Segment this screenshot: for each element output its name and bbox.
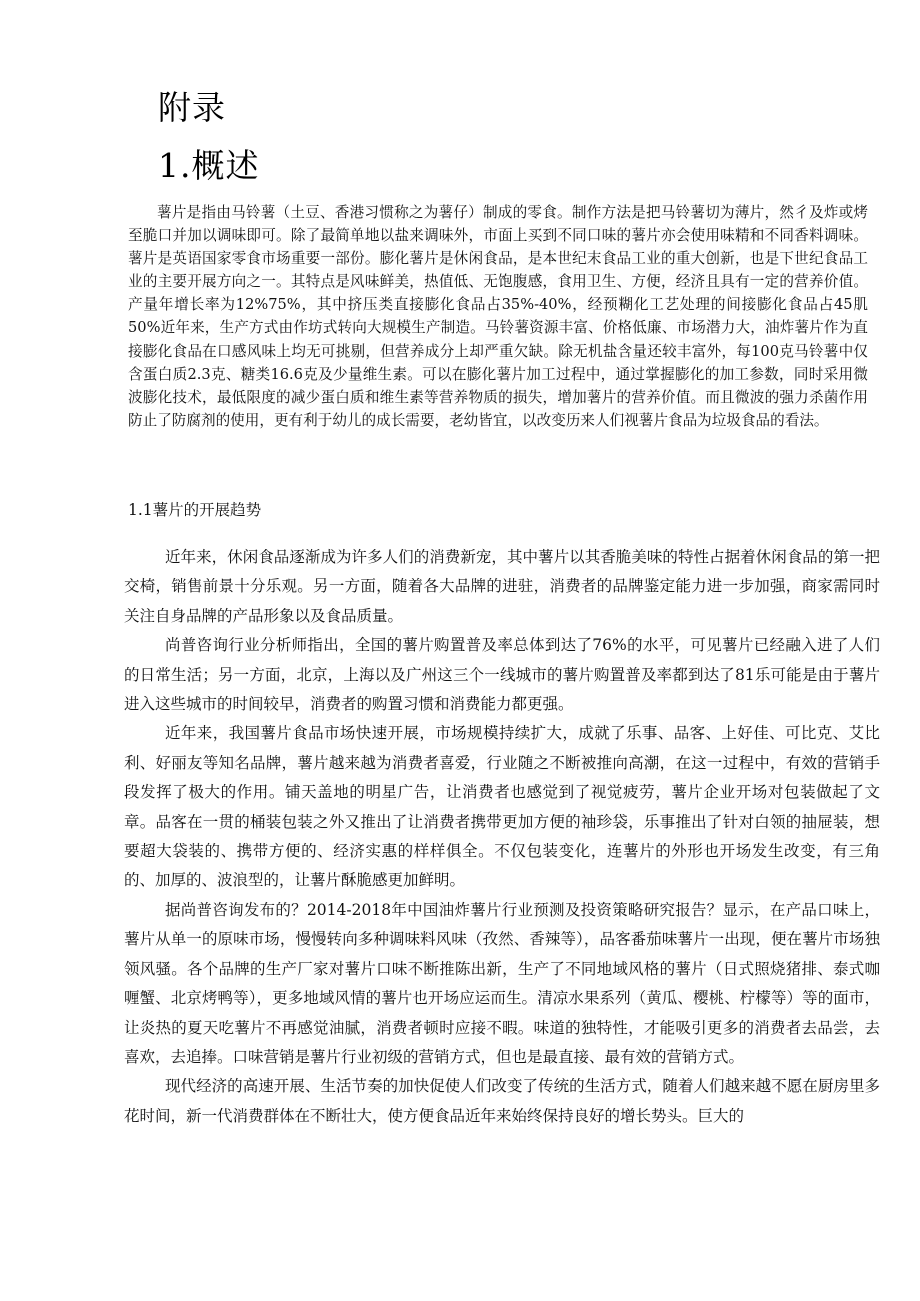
body-paragraph: 现代经济的高速开展、生活节奏的加快促使人们改变了传统的生活方式，随着人们越来越不愿在厨房里多花时间，新一代消费群体在不断壮大，使方便食品近年来始终保持良好的增长势头。巨大的: [124, 1077, 880, 1125]
subsection-heading-trends: 1.1薯片的开展趋势: [128, 501, 262, 519]
intro-paragraph: 薯片是指由马铃薯（土豆、香港习惯称之为薯仔）制成的零食。制作方法是把马铃薯切为薄片，然彳及炸或烤至脆口并加以调味即可。除了最简单地以盐来调味外，市面上买到不同口味的薯片亦会使用味精和不同香料调味。薯片是英语国家零食市场重要一部份。膨化薯片是休闲食品，是本世纪末食品工业的重大创新，也是下世纪食品工业的主要开展方向之一。其特点是风味鲜美，热值低、无饱腹感，食用卫生、方便，经济且具有一定的营养价值。产量年增长率为12%75%，其中挤压类直接膨化食品占35%-40%，经预糊化工艺处理的间接膨化食品占45肌50%近年来，生产方式由作坊式转向大规模生产制造。马铃薯资源丰富、价格低廉、市场潜力大，油炸薯片作为直接膨化食品在口感风味上均无可挑剔，但营养成分上却严重欠缺。除无机盐含量还较丰富外，每100克马铃薯中仅含蛋白质2.3克、糖类16.6克及少量维生素。可以在膨化薯片加工过程中，通过掌握膨化的加工参数，同时采用微波膨化技术，最低限度的减少蛋白质和维生素等营养物质的损失，增加薯片的营养价值。而且微波的强力杀菌作用防止了防腐剂的使用，更有利于幼儿的成长需要，老幼皆宜，以改变历来人们视薯片食品为垃圾食品的看法。: [128, 204, 868, 429]
body-paragraph: 据尚普咨询发布的？2014-2018年中国油炸薯片行业预测及投资策略研究报告？显示，在产品口味上，薯片从单一的原味市场，慢慢转向多种调味料风味（孜然、香辣等），品客番茄味薯片一出现，便在薯片市场独领风骚。各个品牌的生产厂家对薯片口味不断推陈出新，生产了不同地域风格的薯片（日式照烧猪排、泰式咖喱蟹、北京烤鸭等），更多地域风情的薯片也开场应运而生。清凉水果系列（黄瓜、樱桃、柠檬等）等的面市，让炎热的夏天吃薯片不再感觉油腻，消费者顿时应接不暇。味道的独特性，才能吸引更多的消费者去品尝，去喜欢，去追捧。口味营销是薯片行业初级的营销方式，但也是最直接、最有效的营销方式。: [124, 900, 880, 1066]
subsection-body: [124, 543, 880, 1131]
section-heading-overview: 1.概述: [158, 146, 260, 185]
body-paragraph: 近年来，我国薯片食品市场快速开展，市场规模持续扩大，成就了乐事、品客、上好佳、可比克、艾比利、好丽友等知名品牌，薯片越来越为消费者喜爱，行业随之不断被推向高潮，在这一过程中，有效的营销手段发挥了极大的作用。铺天盖地的明星广告，让消费者也感觉到了视觉疲劳，薯片企业开场对包装做起了文章。品客在一贯的桶装包装之外又推出了让消费者携带更加方便的袖珍袋，乐事推出了针对白领的抽屉装，想要超大袋装的、携带方便的、经济实惠的样样俱全。不仅包装变化，连薯片的外形也开场发生改变，有三角的、加厚的、波浪型的，让薯片酥脆感更加鲜明。: [124, 724, 880, 890]
body-paragraph: 近年来，休闲食品逐渐成为许多人们的消费新宠，其中薯片以其香脆美味的特性占据着休闲食品的第一把交椅，销售前景十分乐观。另一方面，随着各大品牌的进驻，消费者的品牌鉴定能力进一步加强，商家需同时关注自身品牌的产品形象以及食品质量。: [124, 548, 880, 625]
appendix-title: 附录: [158, 88, 226, 127]
body-paragraph: 尚普咨询行业分析师指出，全国的薯片购置普及率总体到达了76%的水平，可见薯片已经融入进了人们的日常生活；另一方面，北京，上海以及广州这三个一线城市的薯片购置普及率都到达了81乐可能是由于薯片进入这些城市的时间较早，消费者的购置习惯和消费能力都更强。: [124, 636, 880, 714]
